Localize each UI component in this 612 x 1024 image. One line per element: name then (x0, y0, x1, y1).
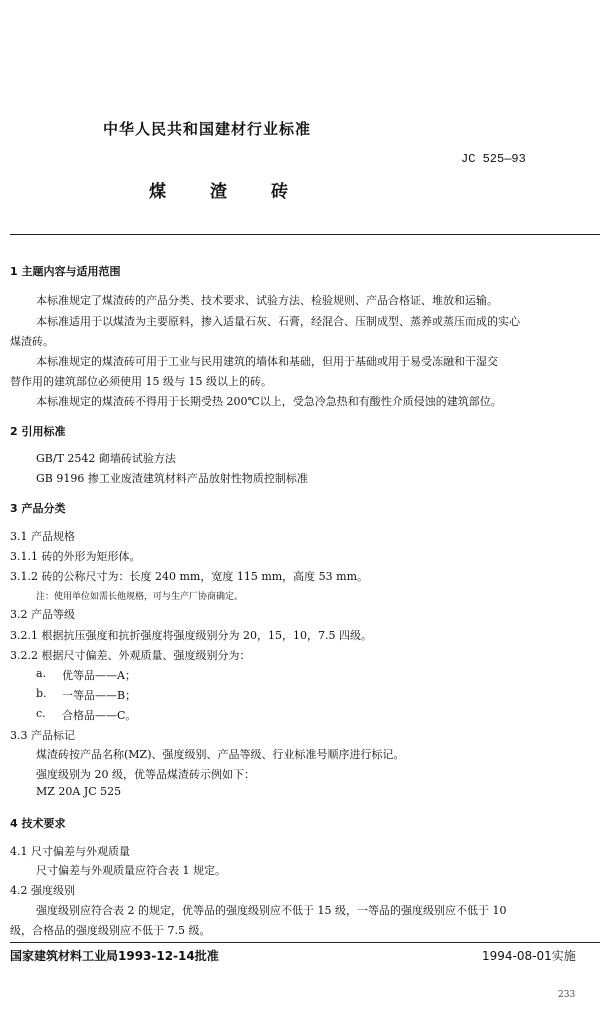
s1-paragraph-2-line-2: 煤渣砖。 (10, 335, 54, 348)
section-2-heading: 2 引用标准 (10, 425, 66, 438)
clause-3-1-1: 3.1.1 砖的外形为矩形体。 (10, 550, 141, 563)
size-note: 注：使用单位如需长他规格，可与生产厂协商确定。 (36, 592, 244, 602)
subsection-4-2-heading: 4.2 强度级别 (10, 884, 75, 897)
clause-4-2-line-2: 级，合格品的强度级别应不低于 7.5 级。 (10, 924, 211, 937)
section-3-heading: 3 产品分类 (10, 502, 66, 515)
clause-3-2-2: 3.2.2 根据尺寸偏差、外观质量、强度级别分为： (10, 649, 251, 662)
s1-paragraph-1: 本标准规定了煤渣砖的产品分类、技术要求、试验方法、检验规则、产品合格证、堆放和运输。 (36, 294, 498, 307)
subsection-3-2-heading: 3.2 产品等级 (10, 608, 75, 621)
clause-3-2-1: 3.2.1 根据抗压强度和抗折强度将强度级别分为 20，15，10，7.5 四级。 (10, 629, 372, 642)
header-rule (10, 234, 600, 235)
grade-b: 一等品——B； (62, 689, 137, 702)
clause-4-1-text: 尺寸偏差与外观质量应符合表 1 规定。 (36, 864, 226, 877)
subsection-3-3-heading: 3.3 产品标记 (10, 729, 75, 742)
clause-3-1-2: 3.1.2 砖的公称尺寸为：长度 240 mm，宽度 115 mm，高度 53 mm。 (10, 570, 369, 583)
s1-paragraph-2-line-1: 本标准适用于以煤渣为主要原料，掺入适量石灰、石膏，经混合、压制成型、蒸养或蒸压而成的实心 (36, 315, 520, 328)
approval-date: 国家建筑材料工业局1993-12-14批准 (10, 949, 219, 963)
reference-1: GB/T 2542 砌墙砖试验方法 (36, 452, 176, 465)
grade-a: 优等品——A； (62, 669, 136, 682)
effective-date: 1994-08-01实施 (482, 949, 576, 963)
subsection-4-1-heading: 4.1 尺寸偏差与外观质量 (10, 845, 130, 858)
document-title-char: 砖 (271, 182, 288, 202)
marking-rule: 煤渣砖按产品名称(MZ)、强度级别、产品等级、行业标准号顺序进行标记。 (36, 748, 405, 761)
page-number: 233 (558, 990, 576, 1000)
grade-b-label: b. (36, 687, 47, 700)
document-title-char: 煤 (149, 182, 166, 202)
grade-a-label: a. (36, 667, 47, 680)
s1-paragraph-3-line-2: 替作用的建筑部位必须使用 15 级与 15 级以上的砖。 (10, 375, 272, 388)
section-1-heading: 1 主题内容与适用范围 (10, 265, 121, 278)
grade-c-label: c. (36, 707, 46, 720)
document-title (149, 177, 332, 202)
document-title-char: 渣 (210, 182, 227, 202)
footer-rule (10, 942, 600, 943)
standard-number: JC 525—93 (461, 152, 526, 166)
s1-paragraph-4: 本标准规定的煤渣砖不得用于长期受热 200℃以上，受急冷急热和有酸性介质侵蚀的建筑部位。 (36, 395, 502, 408)
reference-2: GB 9196 掺工业废渣建筑材料产品放射性物质控制标准 (36, 472, 308, 485)
clause-4-2-line-1: 强度级别应符合表 2 的规定，优等品的强度级别应不低于 15 级，一等品的强度级别应不低于 10 (36, 904, 507, 917)
marking-example-intro: 强度级别为 20 级，优等品煤渣砖示例如下： (36, 768, 255, 781)
marking-example: MZ 20A JC 525 (36, 785, 122, 798)
subsection-3-1-heading: 3.1 产品规格 (10, 530, 75, 543)
grade-c: 合格品——C。 (62, 709, 137, 722)
s1-paragraph-3-line-1: 本标准规定的煤渣砖可用于工业与民用建筑的墙体和基础，但用于基础或用于易受冻融和干湿交 (36, 355, 498, 368)
issuing-authority-title: 中华人民共和国建材行业标准 (103, 120, 312, 138)
section-4-heading: 4 技术要求 (10, 817, 66, 830)
